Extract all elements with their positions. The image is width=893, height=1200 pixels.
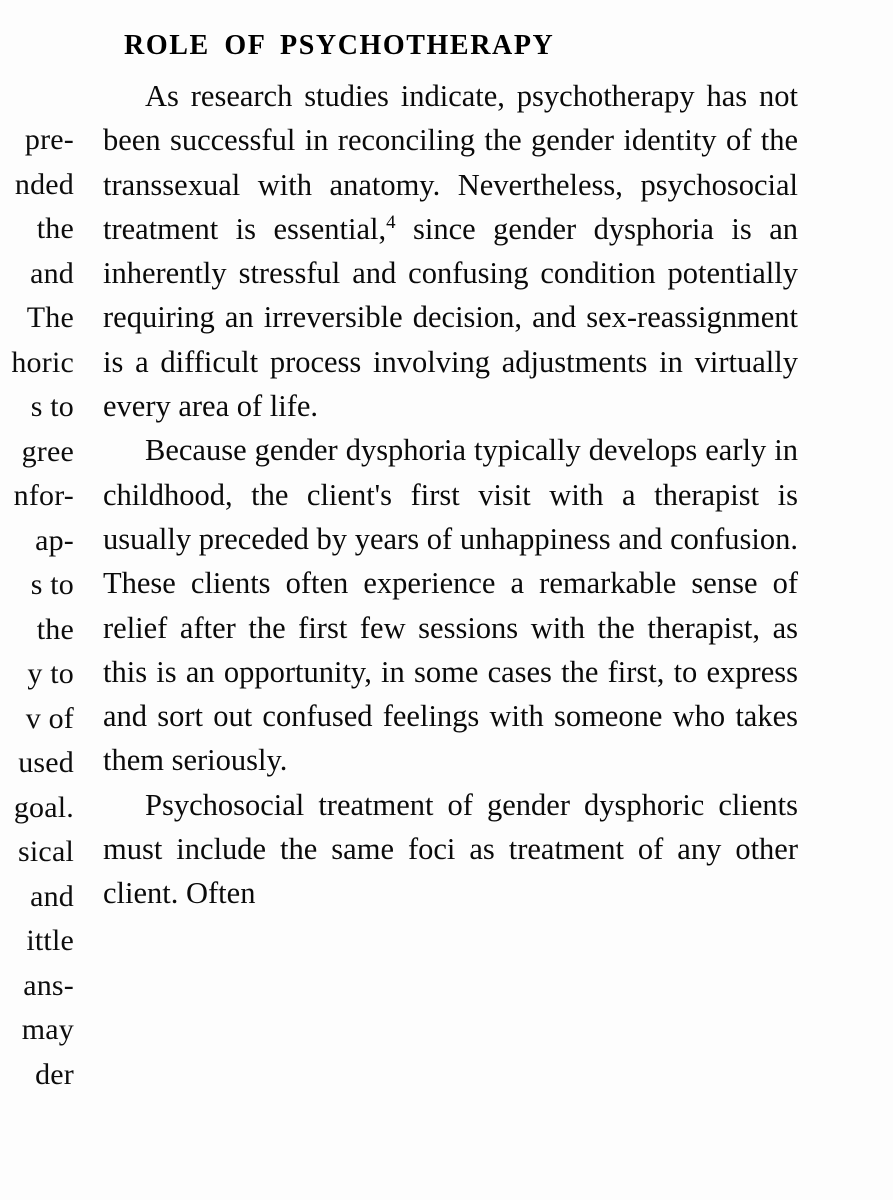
left-column-fragment: and: [30, 256, 74, 290]
main-text-column: [103, 30, 798, 916]
left-column-fragment: may: [21, 1013, 74, 1046]
left-column-fragment: ans-: [23, 968, 74, 1002]
footnote-marker: 4: [386, 211, 396, 233]
paragraph-gender-dysphoria-childhood: Because gender dysphoria typically develops early in childhood, the client's first visit with a therapist is usually preceded by years of unhappiness and confusion. These clients often experience a remarkable sense of relief after the first few sessions with the therapist, as this is an opportunity, in some cases the first, to express and sort out confused feelings with someone who takes them seriously.: [103, 433, 798, 778]
left-column-fragment: gree: [21, 434, 74, 468]
left-column-fragment: s to: [30, 568, 74, 601]
left-column-fragment: horic: [11, 345, 74, 379]
left-column-fragment: goal.: [13, 790, 74, 824]
left-column-fragment: ap-: [35, 523, 74, 557]
left-column-fragment: nded: [14, 167, 74, 201]
paragraph-psychosocial-treatment: Psychosocial treatment of gender dysphoric clients must include the same foci as treatment of any other client. Often: [103, 787, 798, 911]
left-column-clipped-text: [0, 118, 78, 1097]
left-column-fragment: used: [18, 746, 74, 779]
paragraph-text-continued: since gender dysphoria is an inherently stressful and confusing condition potentially requiring an irreversible decision, and sex-reassignment is a difficult process involving adjustments in virtually every area of life.: [103, 211, 798, 424]
left-column-fragment: ittle: [26, 924, 74, 957]
left-column-fragment: der: [35, 1057, 74, 1091]
left-column-fragment: The: [26, 301, 74, 334]
left-column-fragment: pre-: [24, 123, 74, 156]
left-column-fragment: v of: [25, 701, 74, 735]
left-column-fragment: the: [36, 212, 74, 245]
paragraph-psychotherapy-research: [103, 74, 798, 428]
left-column-fragment: and: [30, 879, 74, 913]
left-column-fragment: the: [36, 612, 74, 646]
left-column-fragment: nfor-: [13, 479, 74, 512]
left-column-fragment: sical: [18, 835, 74, 868]
paragraph-text: As research studies indicate, psychotherapy has not been successful in reconciling the gender identity of the transsexual with anatomy. Nevertheless, psychosocial treatment is essential,: [103, 79, 798, 246]
left-column-fragment: y to: [27, 657, 74, 690]
left-column-fragment: s to: [30, 390, 74, 423]
section-heading: ROLE OF PSYCHOTHERAPY: [124, 30, 555, 61]
